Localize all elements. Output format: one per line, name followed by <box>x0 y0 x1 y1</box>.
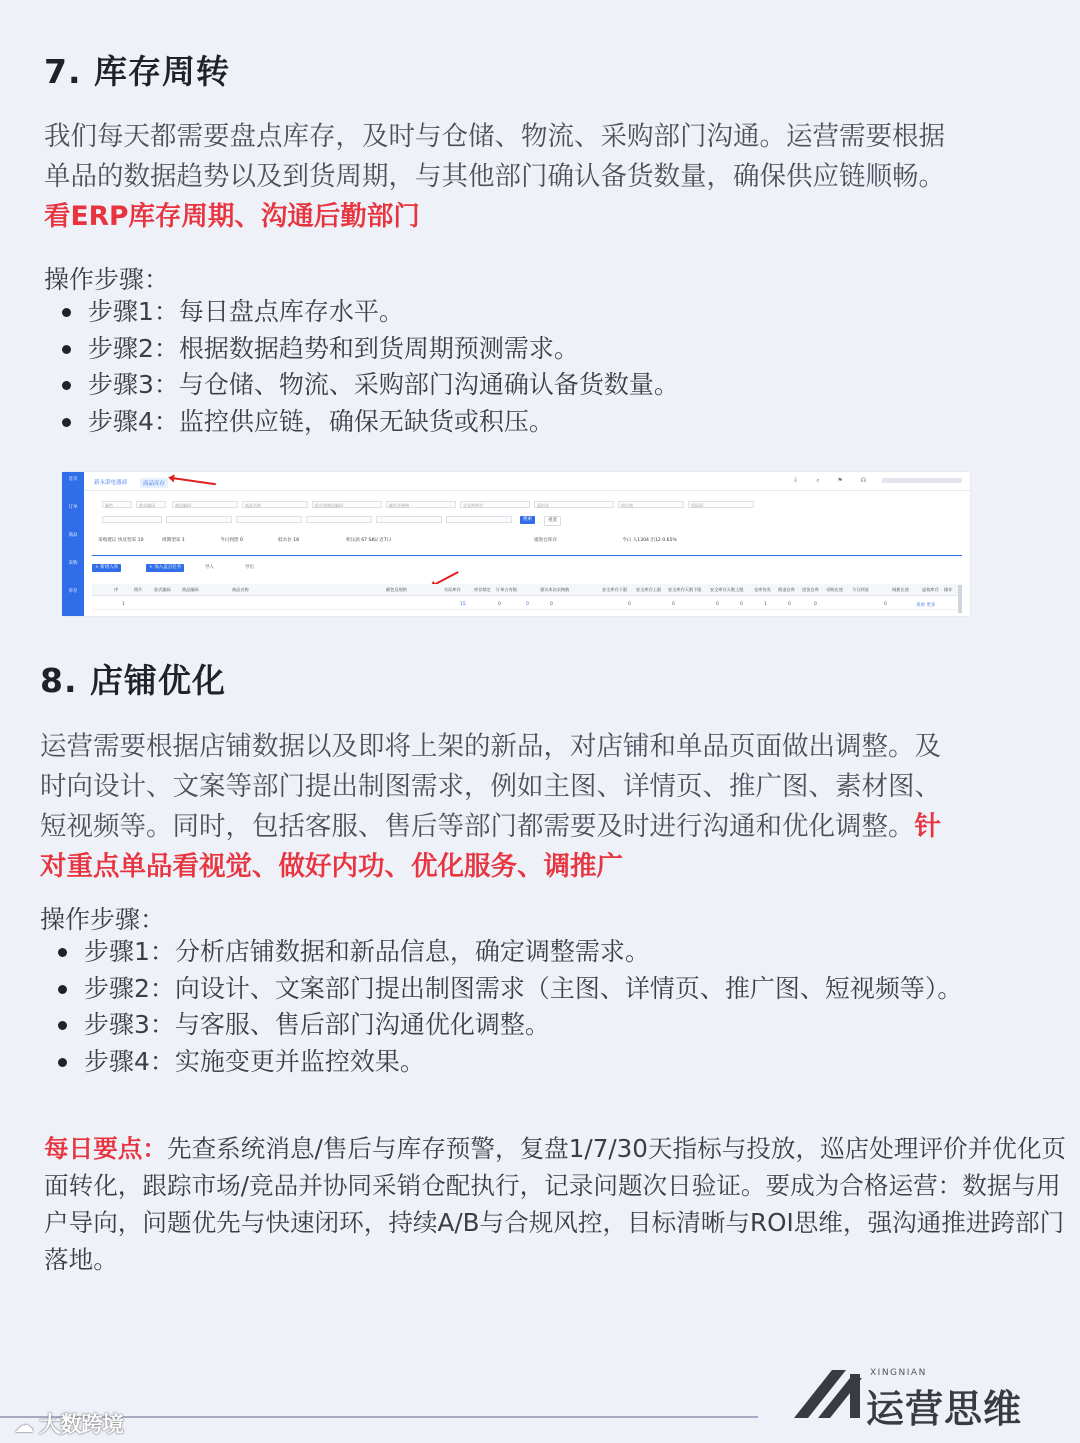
erp-column-header: 颜色及规格 <box>386 587 407 592</box>
erp-cell[interactable]: 0 <box>526 602 529 607</box>
erp-column-header: 进货仓库 <box>802 587 819 592</box>
erp-sidebar-item[interactable]: 采购 <box>68 561 78 566</box>
erp-column-header: 图片 <box>134 587 143 592</box>
erp-sidebar <box>62 472 84 616</box>
erp-cell: 0 <box>740 602 743 607</box>
erp-stat: 周期型采 1 <box>162 538 185 543</box>
erp-cell: 0 <box>628 602 631 607</box>
erp-export-button[interactable]: 导出 <box>242 564 257 572</box>
erp-cell: 0 <box>788 602 791 607</box>
erp-column-header: 调拨在途 <box>892 587 909 592</box>
erp-stat: 今日 入1304 出12 0.65% <box>622 538 677 543</box>
erp-cell: 0 <box>716 602 719 607</box>
erp-divider <box>92 555 962 556</box>
erp-field[interactable] <box>446 516 512 523</box>
erp-field[interactable] <box>236 516 302 523</box>
section-8-text: 运营需要根据店铺数据以及即将上架的新品，对店铺和单品页面做出调整。及时向设计、文案等部门提出制图需求，例如主图、详情页、推广图、素材图、短视频等。同时，包括客服、售后等部门都需要及时进行沟通和优化调整。 <box>40 731 941 842</box>
daily-tips-text: 先查系统消息/售后与库存预警，复盘1/7/30天指标与投放，巡店处理评价并优化页面转化，跟踪市场/竞品并协同采销仓配执行，记录问题次日验证。要成为合格运营：数据与用户导向，问题优先与快速闭环，持续A/B与合规风控，目标清晰与ROI思维，强沟通推进跨部门落地。 <box>44 1134 1067 1274</box>
erp-column-header: 安全库存下限 <box>602 587 628 592</box>
erp-column-header: 款式编码 <box>154 587 171 592</box>
section-8-steps-title: 操作步骤： <box>40 905 166 934</box>
erp-import-button[interactable]: 导入 <box>202 564 217 572</box>
erp-stat: 销进仓库存 <box>534 538 557 543</box>
erp-field[interactable]: 供应商 <box>618 501 684 508</box>
section-7-title: 7. 库存周转 <box>44 52 230 91</box>
erp-column-header: 实际库存 <box>444 587 461 592</box>
section-7-steps-title: 操作步骤： <box>44 265 170 294</box>
erp-tab-active[interactable]: 商品库存 <box>140 478 168 488</box>
section-7-paragraph <box>44 117 964 237</box>
section-7-steps <box>44 294 679 441</box>
erp-table-header <box>92 584 962 596</box>
step-item: 步骤1：分析店铺数据和新品信息，确定调整需求。 <box>40 934 962 971</box>
erp-column-header: 安全库存上限 <box>636 587 662 592</box>
table-row <box>92 599 962 610</box>
section-8-steps <box>40 934 962 1081</box>
erp-column-header: 商品名称 <box>232 587 249 592</box>
erp-field[interactable]: 款式编码 <box>136 501 166 508</box>
step-item: 步骤1：每日盘点库存水平。 <box>44 294 679 331</box>
erp-column-header: 库存锁定 <box>474 587 491 592</box>
erp-stat: 今日到货 0 <box>220 538 243 543</box>
erp-stat: 积压款 67 SKU 近7日 <box>346 538 392 543</box>
erp-field[interactable]: 全仓库库存 <box>460 501 530 508</box>
erp-field[interactable]: 颜色及规格 <box>386 501 456 508</box>
erp-field[interactable]: 虚拟仓 <box>534 501 614 508</box>
erp-column-header: 安全库存天数上限 <box>710 587 744 592</box>
section-8-highlight: 针对重点单品看视觉、做好内功、优化服务、调推广 <box>40 811 941 882</box>
erp-inventory-screenshot <box>62 472 970 616</box>
erp-cell: 0 <box>814 602 817 607</box>
erp-field[interactable] <box>306 516 372 523</box>
erp-stat: 采购建议 快反型采 10 <box>98 538 144 543</box>
section-7-text: 我们每天都需要盘点库存，及时与仓储、物流、采购部门沟通。运营需要根据单品的数据趋势以及到货周期，与其他部门确认备货数量，确保供应链顺畅。 <box>44 121 945 192</box>
erp-field[interactable]: 组合装商品编码 <box>312 501 382 508</box>
erp-field[interactable]: 商品名称 <box>242 501 308 508</box>
daily-tips <box>44 1130 1070 1278</box>
erp-sidebar-item[interactable]: 库存 <box>68 589 78 594</box>
erp-column-header: 安全库存天数下限 <box>668 587 702 592</box>
erp-sidebar-item[interactable]: 订单 <box>68 505 78 510</box>
erp-sidebar-item[interactable]: 首页 <box>68 477 78 482</box>
erp-column-header: 序 <box>114 587 119 592</box>
erp-column-header: 建议本次采购数 <box>540 587 570 592</box>
watermark-logo-icon: ☁ <box>14 1413 33 1437</box>
erp-filter-row <box>92 501 962 510</box>
erp-new-button[interactable]: + 新增入库 <box>92 564 121 572</box>
erp-add-stock-button[interactable]: + 加入盘点任务 <box>146 564 184 572</box>
erp-search-button[interactable]: 搜索 <box>520 516 535 524</box>
brand-logo-cn: 运营思维 <box>866 1387 1023 1431</box>
erp-topbar <box>84 472 970 491</box>
erp-field[interactable]: 商品编码 <box>172 501 238 508</box>
erp-column-header: 订单占有数 <box>496 587 517 592</box>
section-7-highlight: 看ERP库存周期、沟通后勤部门 <box>44 201 420 232</box>
step-item: 步骤3：与客服、售后部门沟通优化调整。 <box>40 1007 962 1044</box>
step-item: 步骤2：向设计、文案部门提出制图需求（主图、详情页、推广图、短视频等）。 <box>40 971 962 1008</box>
section-8-paragraph <box>40 727 960 887</box>
erp-stat: 低水位 18 <box>278 538 300 543</box>
erp-scrollbar[interactable] <box>958 585 962 613</box>
erp-column-header: 采购在途 <box>826 587 843 592</box>
erp-tab[interactable]: 新永湛电器商 <box>94 480 128 486</box>
erp-sidebar-item[interactable]: 商品 <box>68 533 78 538</box>
erp-field[interactable] <box>166 516 232 523</box>
step-item: 步骤4：监控供应链，确保无缺货或积压。 <box>44 404 679 441</box>
erp-column-header: 商品编码 <box>182 587 199 592</box>
step-item: 步骤4：实施变更并监控效果。 <box>40 1044 962 1081</box>
watermark-text: 大数跨境 <box>39 1413 124 1438</box>
erp-field[interactable]: 国际码 <box>688 501 754 508</box>
section-8-title: 8. 店铺优化 <box>40 661 226 700</box>
erp-column-header: 销退仓库 <box>778 587 795 592</box>
erp-column-header: 虚拟库存 <box>922 587 939 592</box>
erp-reset-button[interactable]: 重置 <box>544 516 561 526</box>
erp-cell: 1 <box>764 602 767 607</box>
erp-column-header: 仓库待发 <box>754 587 771 592</box>
erp-cell: 0 <box>672 602 675 607</box>
erp-column-header: 操作 <box>944 587 953 592</box>
erp-column-header: 今日到货 <box>852 587 869 592</box>
erp-user-info <box>882 478 962 483</box>
erp-toolbar-icons[interactable]: ⇩ ⌕ ⚑ ☊ <box>793 477 874 484</box>
step-item: 步骤3：与仓储、物流、采购部门沟通确认备货数量。 <box>44 367 679 404</box>
erp-field[interactable] <box>102 516 162 523</box>
erp-field[interactable] <box>376 516 442 523</box>
daily-tips-label: 每日要点： <box>44 1134 167 1163</box>
erp-filter-row-2 <box>92 516 962 525</box>
erp-cell: 1 <box>122 602 125 607</box>
erp-cell: 0 <box>498 602 501 607</box>
erp-cell: 0 <box>550 602 553 607</box>
watermark <box>14 1408 123 1439</box>
erp-field[interactable]: 颜色 <box>102 501 132 508</box>
erp-cell[interactable]: 15 <box>460 602 466 607</box>
erp-cell: 0 <box>884 602 887 607</box>
erp-row-action[interactable]: 查看 更多 <box>916 603 936 608</box>
brand-logo-en: XINGNIAN <box>870 1368 927 1378</box>
step-item: 步骤2：根据数据趋势和到货周期预测需求。 <box>44 331 679 368</box>
